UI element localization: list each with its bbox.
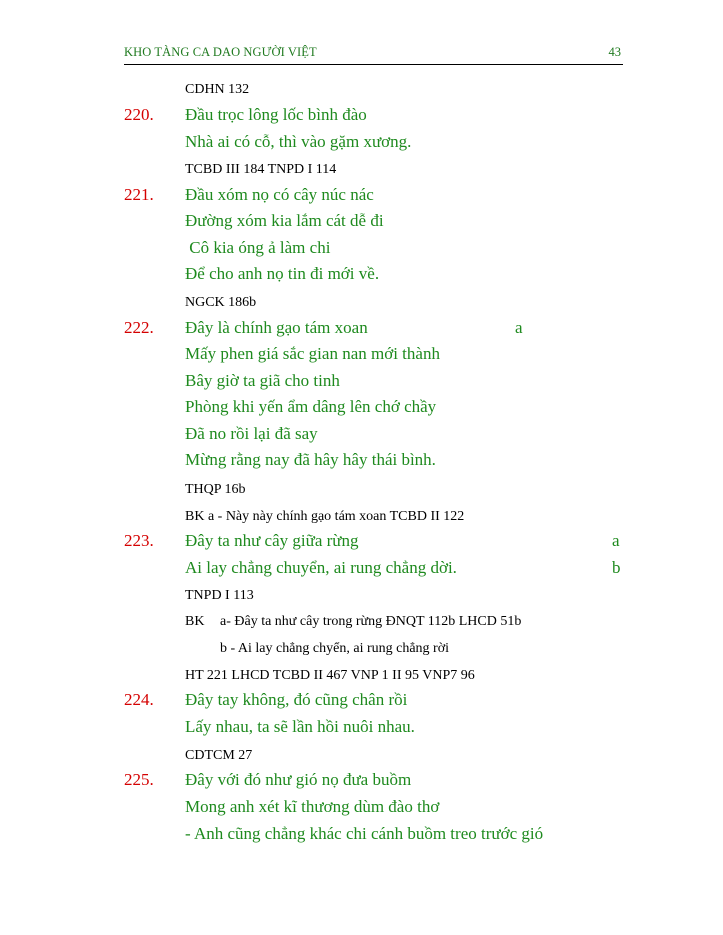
verse-text: Lấy nhau, ta sẽ lần hồi nuôi nhau. xyxy=(185,717,415,736)
source-citation: CDTCM 27 xyxy=(185,748,253,763)
source-line xyxy=(0,507,723,531)
verse-text: Phòng khi yến ẩm dâng lên chớ chầy xyxy=(185,397,437,416)
verse-line xyxy=(0,318,723,342)
verse-line xyxy=(0,238,723,262)
entry-number: 221. xyxy=(124,185,154,204)
verse-text: Đây ta như cây giữa rừng xyxy=(185,531,359,550)
verse-line xyxy=(0,450,723,474)
source-line xyxy=(0,293,723,317)
source-citation: CDHN 132 xyxy=(185,82,250,97)
variant-note: a- Đây ta như cây trong rừng ĐNQT 112b LHCD 51b xyxy=(220,614,522,629)
verse-line xyxy=(0,424,723,448)
entry-number: 225. xyxy=(124,770,154,789)
source-line xyxy=(0,612,723,636)
source-line xyxy=(0,746,723,770)
variant-note: BK a - Này này chính gạo tám xoan TCBD II 122 xyxy=(185,509,465,524)
verse-text: Đây là chính gạo tám xoan xyxy=(185,318,368,337)
source-line xyxy=(0,639,723,663)
source-line xyxy=(0,80,723,104)
source-line xyxy=(0,480,723,504)
variant-marker: a xyxy=(612,531,620,550)
variant-marker: a xyxy=(515,318,523,337)
verse-text: Đây với đó như gió nọ đưa buồm xyxy=(185,770,412,789)
verse-text: Nhà ai có cỗ, thì vào gặm xương. xyxy=(185,132,412,151)
verse-text: Mấy phen giá sắc gian nan mới thành xyxy=(185,344,440,363)
verse-line xyxy=(0,132,723,156)
verse-line xyxy=(0,558,723,582)
verse-text: Để cho anh nọ tin đi mới về. xyxy=(185,264,380,283)
verse-line xyxy=(0,531,723,555)
verse-line xyxy=(0,770,723,794)
verse-line xyxy=(0,397,723,421)
entry-number: 220. xyxy=(124,105,154,124)
variant-label: BK xyxy=(185,614,205,629)
running-header xyxy=(124,44,623,65)
verse-line xyxy=(0,344,723,368)
source-line xyxy=(0,666,723,690)
verse-text: Đây tay không, đó cũng chân rồi xyxy=(185,690,408,709)
verse-line xyxy=(0,264,723,288)
book-title: KHO TÀNG CA DAO NGƯỜI VIỆT xyxy=(124,45,317,59)
source-line xyxy=(0,586,723,610)
verse-text: Đường xóm kia lắm cát dễ đi xyxy=(185,211,384,230)
verse-line xyxy=(0,717,723,741)
verse-text: - Anh cũng chẳng khác chi cánh buồm treo trước gió xyxy=(185,824,544,843)
verse-line xyxy=(0,185,723,209)
verse-line xyxy=(0,690,723,714)
source-citation: TNPD I 113 xyxy=(185,588,254,603)
verse-line xyxy=(0,371,723,395)
verse-line xyxy=(0,105,723,129)
verse-text: Mong anh xét kĩ thương dùm đào thơ xyxy=(185,797,440,816)
page-number: 43 xyxy=(608,45,621,59)
source-citation: TCBD III 184 TNPD I 114 xyxy=(185,162,337,177)
entry-number: 223. xyxy=(124,531,154,550)
verse-line xyxy=(0,824,723,848)
variant-note: b - Ai lay chẳng chyển, ai rung chẳng rời xyxy=(220,641,449,656)
verse-line xyxy=(0,211,723,235)
verse-text: Mừng rằng nay đã hây hây thái bình. xyxy=(185,450,436,469)
variant-marker: b xyxy=(612,558,621,577)
verse-text: Đã no rồi lại đã say xyxy=(185,424,318,443)
source-citation: THQP 16b xyxy=(185,482,246,497)
entry-number: 222. xyxy=(124,318,154,337)
verse-line xyxy=(0,797,723,821)
verse-text: Bây giờ ta giã cho tinh xyxy=(185,371,340,390)
source-citation: HT 221 LHCD TCBD II 467 VNP 1 II 95 VNP7 96 xyxy=(185,668,475,683)
entry-number: 224. xyxy=(124,690,154,709)
verse-text: Ai lay chẳng chuyển, ai rung chẳng dời. xyxy=(185,558,457,577)
verse-text: Cô kia óng ả làm chi xyxy=(185,238,331,257)
verse-text: Đầu trọc lông lốc bình đào xyxy=(185,105,367,124)
source-citation: NGCK 186b xyxy=(185,295,257,310)
source-line xyxy=(0,160,723,184)
verse-text: Đầu xóm nọ có cây núc nác xyxy=(185,185,374,204)
